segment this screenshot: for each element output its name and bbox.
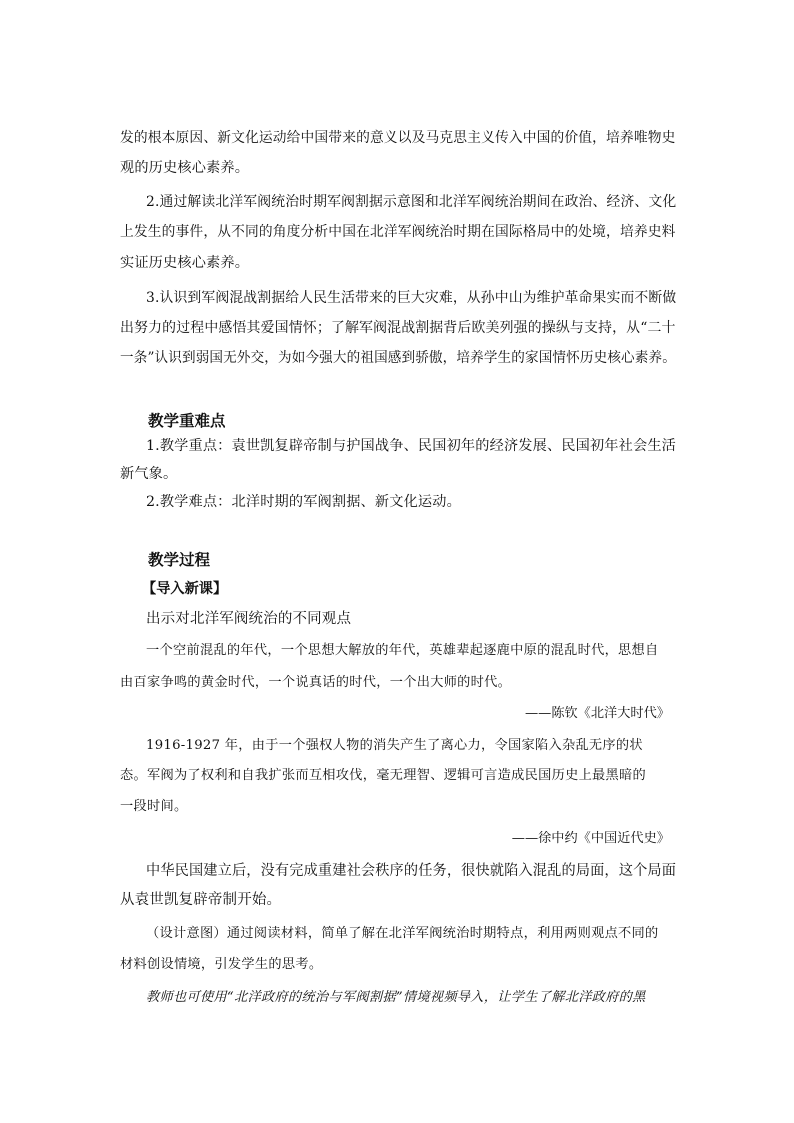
quote-2-source: ——徐中约《中国近代史》 xyxy=(511,831,670,846)
design-intent-line-1: （设计意图）通过阅读材料，简单了解在北洋军阀统治时期特点，利用两则观点不同的 xyxy=(146,926,659,941)
quote-2-line-1: 1916-1927 年，由于一个强权人物的消失产生了离心力，令国家陷入杂乱无序的状 xyxy=(146,738,643,753)
objective-3-line-3: 一条”认识到弱国无外交，为如今强大的祖国感到骄傲，培养学生的家国情怀历史核心素养。 xyxy=(120,350,676,366)
teacher-note-line: 教师也可使用“北洋政府的统治与军阀割据”情境视频导入，让学生了解北洋政府的黑 xyxy=(146,990,646,1005)
quote-1-line-2: 由百家争鸣的黄金时代，一个说真话的时代，一个出大师的时代。 xyxy=(120,675,512,690)
process-heading: 教学过程 xyxy=(148,551,211,569)
quote-2-line-2: 态。军阀为了权利和自我扩张而互相攻伐，毫无理智、逻辑可言造成民国历史上最黑暗的 xyxy=(120,768,647,783)
key-point-1-line-2: 新气象。 xyxy=(120,466,178,482)
objective-2-line-3: 实证历史核心素养。 xyxy=(120,255,250,271)
objective-2-line-1: 2.通过解读北洋军阀统治时期军阀割据示意图和北洋军阀统治期间在政治、经济、文化 xyxy=(146,194,677,210)
summary-line-1: 中华民国建立后，没有完成重建社会秩序的任务，很快就陷入混乱的局面，这个局面 xyxy=(146,863,677,879)
objective-1-line-2: 发的根本原因、新文化运动给中国带来的意义以及马克思主义传入中国的价值，培养唯物史 xyxy=(120,130,676,146)
objective-3-line-1: 3.认识到军阀混战割据给人民生活带来的巨大灾难，从孙中山为维护革命果实而不断做 xyxy=(146,290,677,306)
key-point-1-line-1: 1.教学重点：袁世凯复辟帝制与护国战争、民国初年的经济发展、民国初年社会生活 xyxy=(146,438,676,454)
summary-line-2: 从袁世凯复辟帝制开始。 xyxy=(120,892,282,908)
key-point-2: 2.教学难点：北洋时期的军阀割据、新文化运动。 xyxy=(146,494,461,510)
intro-heading: 【导入新课】 xyxy=(142,581,228,597)
quote-1-source: ——陈钦《北洋大时代》 xyxy=(524,706,670,721)
design-intent-line-2: 材料创设情境，引发学生的思考。 xyxy=(120,957,323,972)
quote-1-line-1: 一个空前混乱的年代，一个思想大解放的年代，英雄辈起逐鹿中原的混乱时代，思想自 xyxy=(146,643,659,658)
objective-2-line-2: 上发生的事件，从不同的角度分析中国在北洋军阀统治时期在国际格局中的处境，培养史料 xyxy=(120,224,676,240)
intro-text: 出示对北洋军阀统治的不同观点 xyxy=(146,611,352,627)
quote-2-line-3: 一段时间。 xyxy=(120,799,188,814)
key-points-heading: 教学重难点 xyxy=(148,412,226,430)
objective-3-line-2: 出努力的过程中感悟其爱国情怀；了解军阀混战割据背后欧美列强的操纵与支持，从“二十 xyxy=(120,320,676,336)
objective-1-line-3: 观的历史核心素养。 xyxy=(120,160,250,176)
